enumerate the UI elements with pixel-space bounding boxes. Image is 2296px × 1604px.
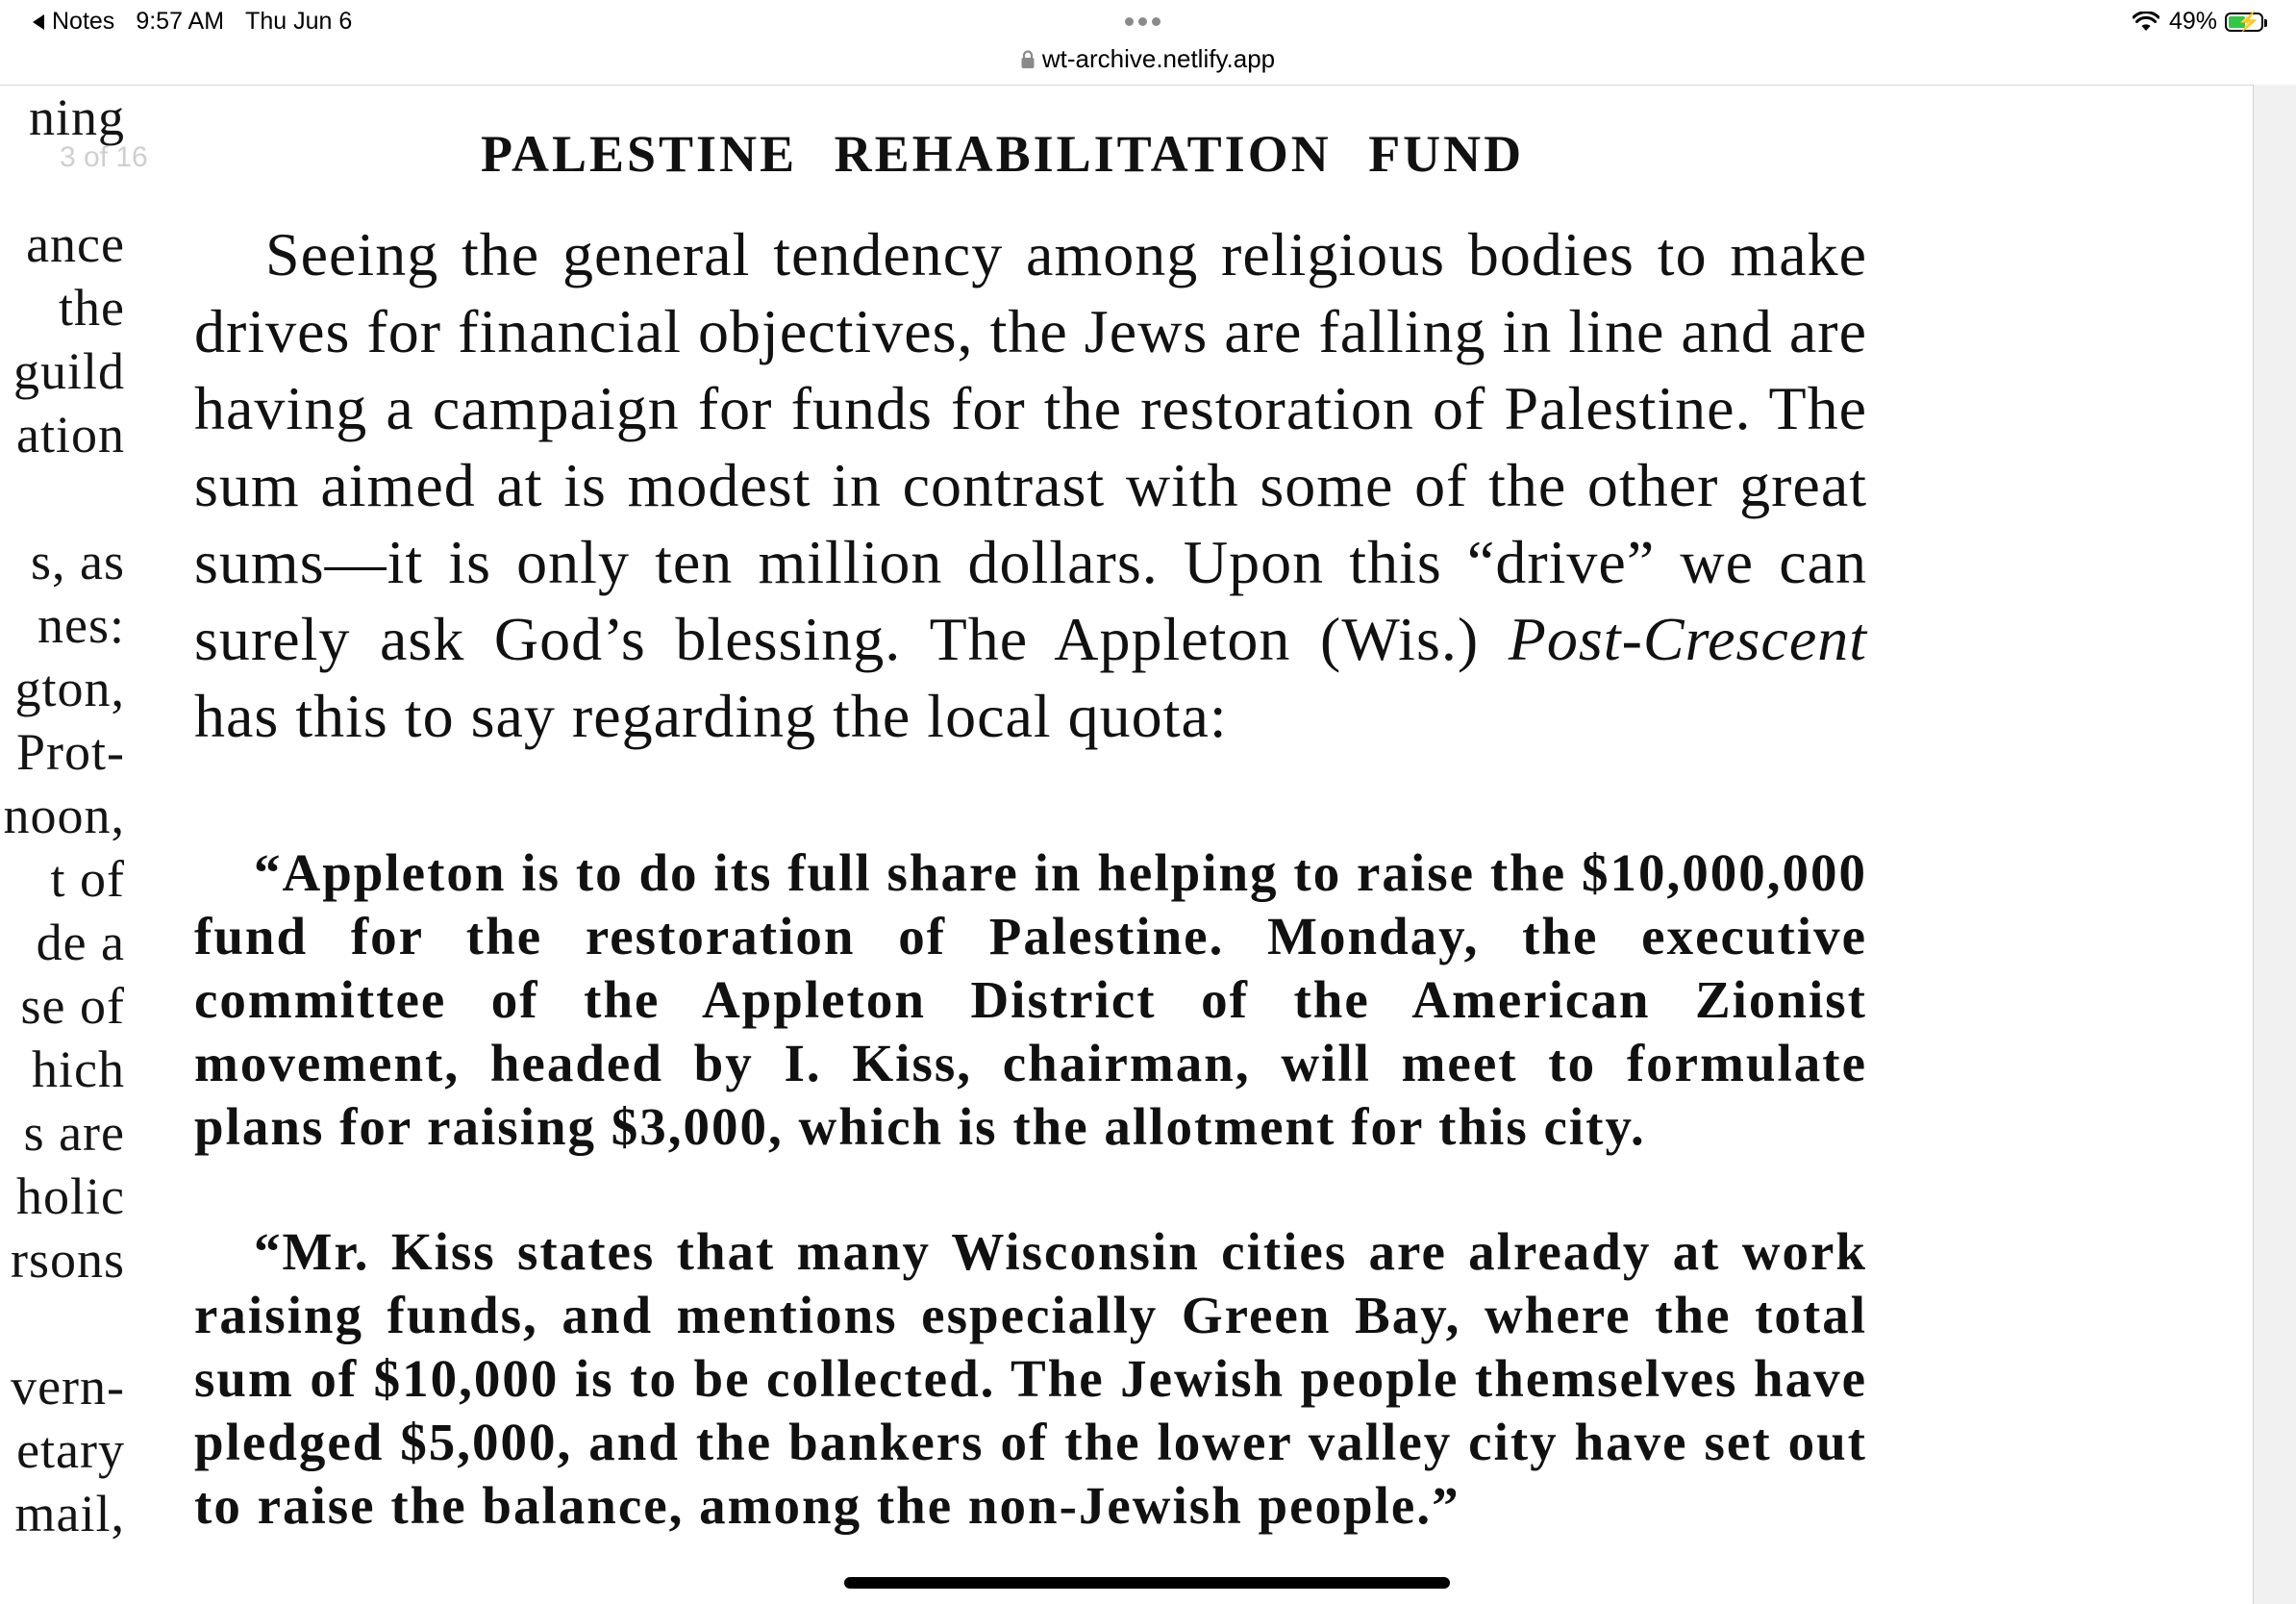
publication-name: Post-Crescent [1508,605,1868,673]
page-counter: 3 of 16 [60,141,148,173]
back-to-app-label[interactable]: Notes [52,8,115,35]
paragraph-lead: Seeing the general tendency among religious bodies to make drives for financial objectives, the Jews are falling in line and are having a campaign for funds for the restoration of Palestine. The sum aimed at is modest in contrast with some of the other great sums—it is only ten million dollars. Upon this “drive” we can surely ask God’s blessing. The Appleton (Wis.) [194,220,1867,673]
home-indicator[interactable] [844,1577,1450,1589]
status-left [33,8,352,36]
left-fragment: holic [16,1167,125,1225]
left-fragment: nes: [37,596,125,654]
paragraph-tail: has this to say regarding the local quota: [194,682,1228,750]
battery-icon: ⚡ [2225,13,2263,32]
back-to-app-icon[interactable] [33,14,44,30]
quoted-paragraph: “Mr. Kiss states that many Wisconsin cities are already at work raising funds, and mentions especially Green Bay, where the total sum of $10,000 is to be collected. The Jewish people themselves have pledged $5,000, and the bankers of the lower valley city have set out to raise the balance, among the non-Jewish people.” [194,1222,1867,1535]
article-headline: PALESTINE REHABILITATION FUND [481,125,1525,183]
left-fragment: vern- [11,1358,125,1416]
left-fragment [0,466,125,530]
left-fragment: s, as [31,533,125,590]
left-fragment: the [59,279,125,337]
left-fragment: s are [23,1104,125,1162]
quoted-paragraph: “Appleton is to do its full share in helping to raise the $10,000,000 fund for the restoration of Palestine. Monday, the executive committee of the Appleton District of the American Zionist movement, headed by I. Kiss, chairman, will meet to formulate plans for raising $3,000, which is the allotment for this city. [194,843,1867,1156]
left-fragment: ance [26,215,125,273]
article-paragraph [194,216,1867,755]
url-bar[interactable] [0,42,2296,85]
status-time: 9:57 AM [136,8,225,35]
left-fragment: ning [28,88,125,146]
left-fragment: noon, [3,787,125,844]
left-fragment: Prot- [16,723,125,781]
left-fragment: etary [16,1421,125,1479]
scrollbar[interactable] [2253,85,2296,1604]
multitasking-dots-icon[interactable] [1125,17,1160,26]
wifi-icon [2133,12,2159,33]
left-fragment [0,1291,125,1355]
left-fragment: guild [12,342,125,400]
left-column-fragments [0,86,125,1545]
status-date: Thu Jun 6 [245,8,353,35]
left-fragment: gton, [14,660,125,717]
status-right [2133,8,2263,36]
left-fragment: de a [36,914,125,971]
document-page[interactable] [0,85,2254,1604]
left-fragment: rsons [10,1231,125,1289]
url-domain[interactable]: wt-archive.netlify.app [1041,44,1276,73]
lock-icon [1021,50,1035,69]
left-fragment: ation [16,406,125,464]
left-fragment: se of [20,977,125,1035]
left-fragment: mail, [14,1485,125,1542]
status-bar [0,0,2296,42]
left-fragment: t of [50,850,125,908]
battery-percent: 49% [2168,8,2217,35]
left-fragment: hich [32,1040,125,1098]
